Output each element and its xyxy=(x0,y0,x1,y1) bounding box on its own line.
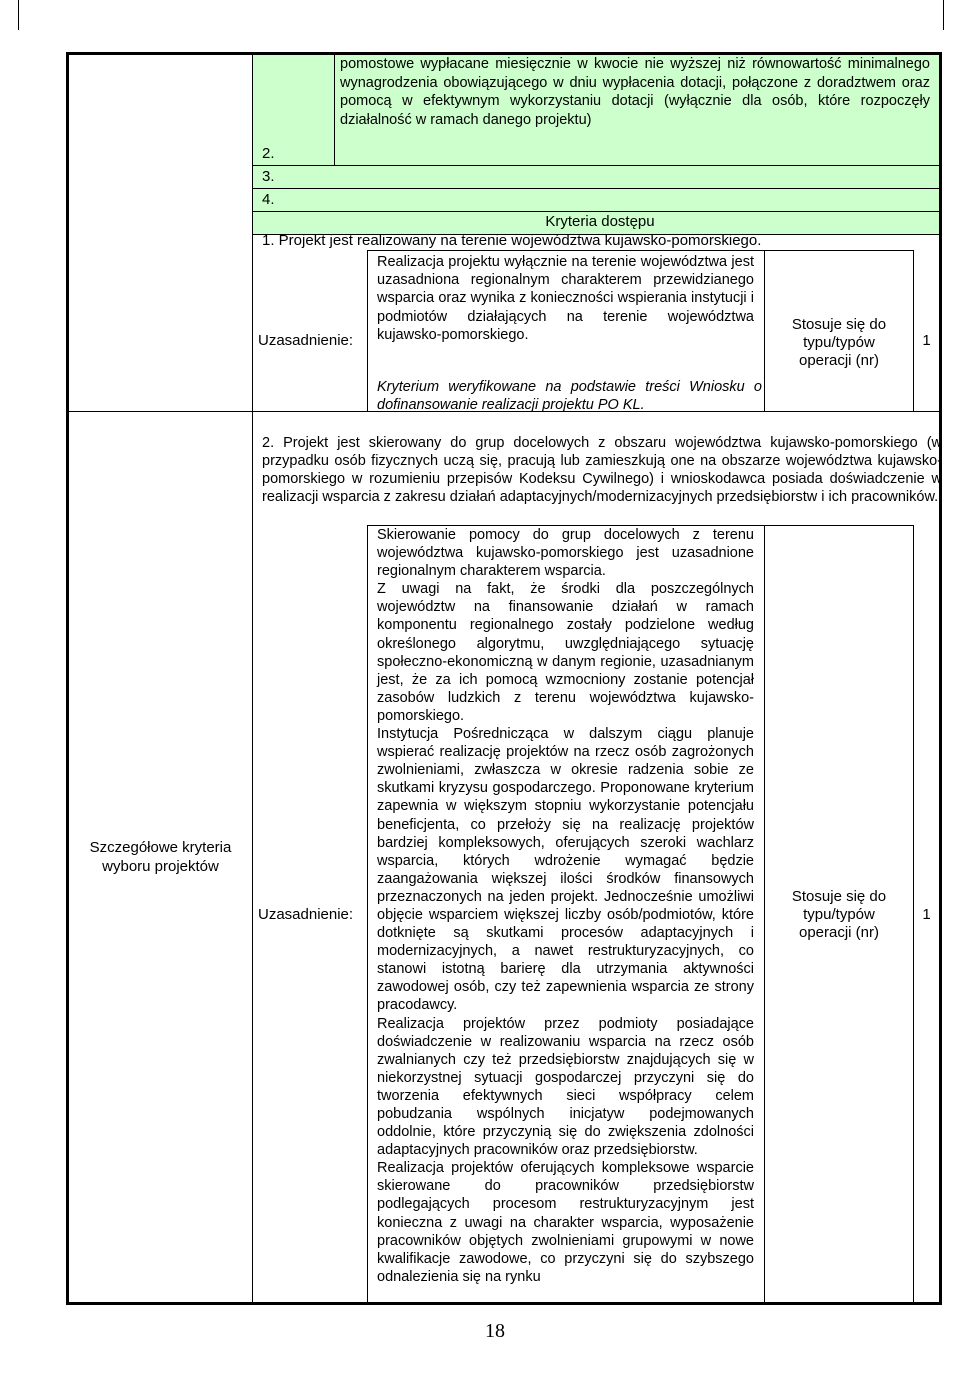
intro-number-divider xyxy=(334,55,335,165)
criterion2-applies-value: 1 xyxy=(922,906,931,923)
criterion1-body: Realizacja projektu wyłącznie na terenie województwa jest uzasadniona regionalnym charakterem przewidzianego wsparcia oraz wynika z konieczności wspierania instytucji i podmiotów działających na terenie województwa kujawsko-pomorskiego. xyxy=(377,254,754,343)
left-column-divider xyxy=(252,55,253,1302)
row-line-1 xyxy=(253,165,939,166)
criterion1-title: 1. Projekt jest realizowany na terenie województwa kujawsko-pomorskiego. xyxy=(262,232,762,249)
criterion2-paragraph-2: Z uwagi na fakt, że środki dla poszczególnych województw na finansowanie działań w ramach komponentu regionalnego zostały podzielone według określonego algorytmu, uwzględniającego sytuację społeczno-ekonomiczną w danym regionie, uzasadnianym jest, że za ich pomocą wzmocniony zostanie potencjał zasobów ludzkich z terenu województwa kujawsko-pomorskiego. xyxy=(377,581,754,724)
c2-divider-b xyxy=(764,525,765,1302)
criterion2-paragraph-4: Realizacja projektów przez podmioty posiadające doświadczenie w realizowaniu wsparcia na rzecz osób zwalnianych czy też przedsiębiorstw znajdujących się w niekorzystnej sytuacji gospodarczej przyczyni się do tworzenia efektywnych sieci współpracy celem pobudzania wspólnych inicjatyw podejmowanych oddolnie, które przyczynią się do zwiększenia zdolności adaptacyjnych pracowników oraz przedsiębiorstw. xyxy=(377,1015,754,1159)
page-number: 18 xyxy=(485,1320,505,1342)
criterion1-label: Uzasadnienie: xyxy=(258,332,354,349)
page-top-border xyxy=(18,0,944,30)
list-number-2: 2. xyxy=(262,145,275,162)
criterion1-applies-value: 1 xyxy=(922,332,931,349)
c2-divider-a xyxy=(367,525,368,1302)
intro-text: pomostowe wypłacane miesięcznie w kwocie nie wyższej niż równowartość minimalnego wynagrodzenia obowiązującego w dniu wypłacenia dotacji, połączone z doradztwem oraz pomocą w efektywnym wykorzystaniu dotacji (wyłącznie dla osób, które rozpoczęły działalność w ramach danego projektu) xyxy=(340,56,930,128)
section-header: Kryteria dostępu xyxy=(545,213,655,230)
criterion2-applies-label: Stosuje się do typu/typów operacji (nr) xyxy=(791,888,887,941)
c1-divider-b xyxy=(764,250,765,412)
list-number-4: 4. xyxy=(262,191,275,208)
c1-top-line xyxy=(367,250,914,251)
criterion2-body xyxy=(377,526,754,1286)
criterion1-note: Kryterium weryfikowane na podstawie treści Wniosku o dofinansowanie realizacji projektu PO KL. xyxy=(377,379,762,414)
c1-divider-c xyxy=(913,250,914,412)
row-line-3 xyxy=(253,211,939,212)
criterion2-paragraph-3: Instytucja Pośrednicząca w dalszym ciągu planuje wspierać realizację projektów na rzecz osób zagrożonych zwolnieniami, zwłaszcza w okresie radzenia sobie ze skutkami kryzysu gospodarczego. Proponowane kryterium zapewnia w większym stopniu wykorzystanie potencjału beneficjenta, co przełoży się na realizację projektów bardziej kompleksowych, oferujących szeroki wachlarz wsparcia, których wdrożenie wymagać będzie zaangażowania większej ilości środków finansowych przeznaczonych na jeden projekt. Jednocześnie umożliwi objęcie wsparciem większej liczby osób/podmiotów, które dotknięte są skutkami procesów adaptacyjnych i modernizacyjnych, a nawet restrukturyzacyjnych, co stanowi istotną barierę dla utrzymania aktywności zawodowej osób, czy też zapewnienia wsparcia ze strony pracodawcy. xyxy=(377,726,754,1014)
row-line-2 xyxy=(253,188,939,189)
criterion1-applies-label: Stosuje się do typu/typów operacji (nr) xyxy=(791,316,887,369)
list-number-3: 3. xyxy=(262,168,275,185)
criterion2-title: 2. Projekt jest skierowany do grup docelowych z obszaru województwa kujawsko-pomorskiego (w przypadku osób fizycznych uczą się, pracują lub zamieszkują one na obszarze województwa kujawsko-pomorskiego w rozumieniu przepisów Kodeksu Cywilnego) i wnioskodawca posiada doświadczenie w realizacji wsparcia z zakresu działań adaptacyjnych/modernizacyjnych przedsiębiorstw i ich pracowników. xyxy=(262,435,942,505)
c1-divider-a xyxy=(367,250,368,412)
criterion2-paragraph-1: Skierowanie pomocy do grup docelowych z terenu województwa kujawsko-pomorskiego jest uzasadnione regionalnym charakterem wsparcia. xyxy=(377,527,754,580)
left-label: Szczegółowe kryteria wyboru projektów xyxy=(89,839,232,875)
criterion2-paragraph-5: Realizacja projektów oferujących kompleksowe wsparcie skierowane do pracowników przedsiębiorstw podlegających procesom restrukturyzacyjnym jest konieczna z uwagi na charakter wsparcia, wyposażenie pracowników objętych zwolnieniami grupowymi w nowe kwalifikacje zawodowe, co przyczyni się do szybszego odnalezienia się na rynku xyxy=(377,1160,754,1285)
criterion2-label: Uzasadnienie: xyxy=(258,906,354,923)
